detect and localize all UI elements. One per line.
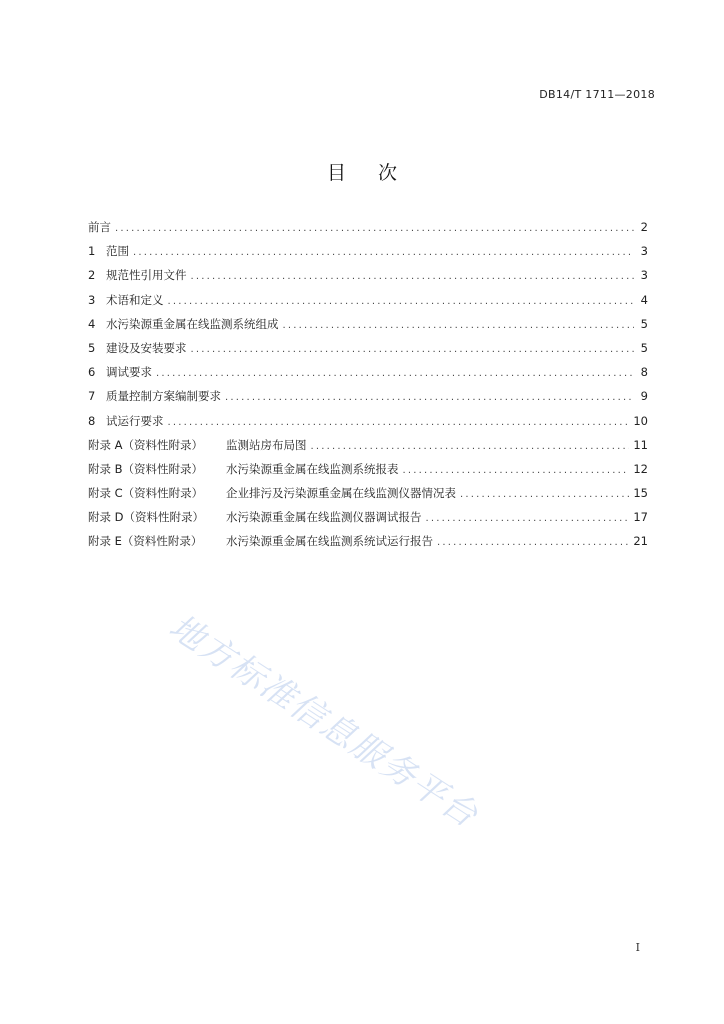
toc-entry-page-number: 3 (640, 244, 648, 259)
toc-dot-leader (460, 489, 629, 500)
toc-dot-leader (168, 296, 635, 307)
toc-entry-number: 2 (88, 268, 96, 283)
toc-entry[interactable] (88, 485, 648, 509)
toc-entry-page-number: 3 (640, 268, 648, 283)
toc-dot-leader (156, 368, 634, 379)
toc-entry-page-number: 15 (633, 486, 648, 501)
toc-entry-appendix-prefix: 附录 C（资料性附录） (88, 486, 204, 501)
toc-entry-page-number: 8 (640, 365, 648, 380)
toc-entry[interactable] (88, 243, 648, 267)
toc-entry-number: 5 (88, 340, 96, 355)
toc-entry-label: 前言 (88, 220, 111, 234)
toc-dot-leader (115, 223, 634, 234)
toc-dot-leader (403, 465, 630, 476)
page-title: 目次 (326, 162, 429, 184)
toc-dot-leader (225, 392, 634, 403)
toc-dot-leader (168, 417, 630, 428)
toc-dot-leader (191, 271, 635, 282)
toc-entry-page-number: 5 (640, 340, 648, 355)
toc-entry[interactable] (88, 461, 648, 485)
document-code: DB14/T 1711—2018 (539, 88, 655, 101)
toc-dot-leader (311, 441, 630, 452)
toc-entry-page-number: 21 (633, 534, 648, 549)
toc-entry-label: 建设及安装要求 (106, 340, 187, 355)
toc-entry[interactable] (88, 219, 648, 243)
toc-entry[interactable] (88, 364, 648, 388)
toc-entry[interactable] (88, 267, 648, 291)
toc-entry-number: 1 (88, 244, 96, 259)
table-of-contents (88, 219, 648, 558)
toc-entry-label: 监测站房布局图 (226, 437, 307, 452)
toc-entry-number: 3 (88, 292, 96, 307)
toc-entry-number: 6 (88, 365, 96, 380)
toc-entry-page-number: 17 (633, 510, 648, 525)
toc-entry[interactable] (88, 316, 648, 340)
toc-entry-page-number: 4 (640, 292, 648, 307)
toc-entry-appendix-prefix: 附录 E（资料性附录） (88, 534, 203, 549)
toc-entry-appendix-prefix: 附录 B（资料性附录） (88, 461, 204, 476)
toc-dot-leader (437, 537, 629, 548)
toc-entry-page-number: 10 (633, 413, 648, 428)
toc-entry[interactable] (88, 413, 648, 437)
toc-entry-appendix-prefix: 附录 A（资料性附录） (88, 437, 204, 452)
toc-entry-number: 4 (88, 316, 96, 331)
toc-entry-label: 企业排污及污染源重金属在线监测仪器情况表 (226, 486, 456, 501)
toc-entry-appendix-prefix: 附录 D（资料性附录） (88, 510, 205, 525)
toc-entry-page-number: 11 (633, 437, 648, 452)
toc-entry-label: 范围 (106, 244, 129, 259)
toc-entry[interactable] (88, 388, 648, 412)
toc-entry[interactable] (88, 437, 648, 461)
toc-entry[interactable] (88, 533, 648, 557)
toc-entry-label: 调试要求 (106, 365, 152, 380)
toc-dot-leader (426, 513, 630, 524)
toc-dot-leader (283, 320, 635, 331)
toc-entry-label: 术语和定义 (106, 292, 164, 307)
toc-entry-page-number: 2 (640, 220, 648, 234)
toc-entry-label: 试运行要求 (106, 413, 164, 428)
toc-dot-leader (133, 247, 634, 258)
toc-entry[interactable] (88, 340, 648, 364)
toc-entry-page-number: 12 (633, 461, 648, 476)
toc-entry-label: 规范性引用文件 (106, 268, 187, 283)
watermark: 地方标准信息服务平台 (161, 606, 486, 837)
toc-entry-number: 7 (88, 389, 96, 404)
toc-entry[interactable] (88, 509, 648, 533)
toc-dot-leader (191, 344, 635, 355)
toc-entry-label: 水污染源重金属在线监测系统组成 (106, 316, 279, 331)
toc-entry-label: 水污染源重金属在线监测仪器调试报告 (226, 510, 422, 525)
toc-entry-number: 8 (88, 413, 96, 428)
toc-entry-page-number: 9 (640, 389, 648, 404)
toc-entry-label: 水污染源重金属在线监测系统试运行报告 (226, 534, 433, 549)
toc-entry-label: 质量控制方案编制要求 (106, 389, 221, 404)
toc-entry[interactable] (88, 292, 648, 316)
toc-entry-label: 水污染源重金属在线监测系统报表 (226, 461, 399, 476)
page-number: I (635, 941, 640, 954)
toc-entry-page-number: 5 (640, 316, 648, 331)
